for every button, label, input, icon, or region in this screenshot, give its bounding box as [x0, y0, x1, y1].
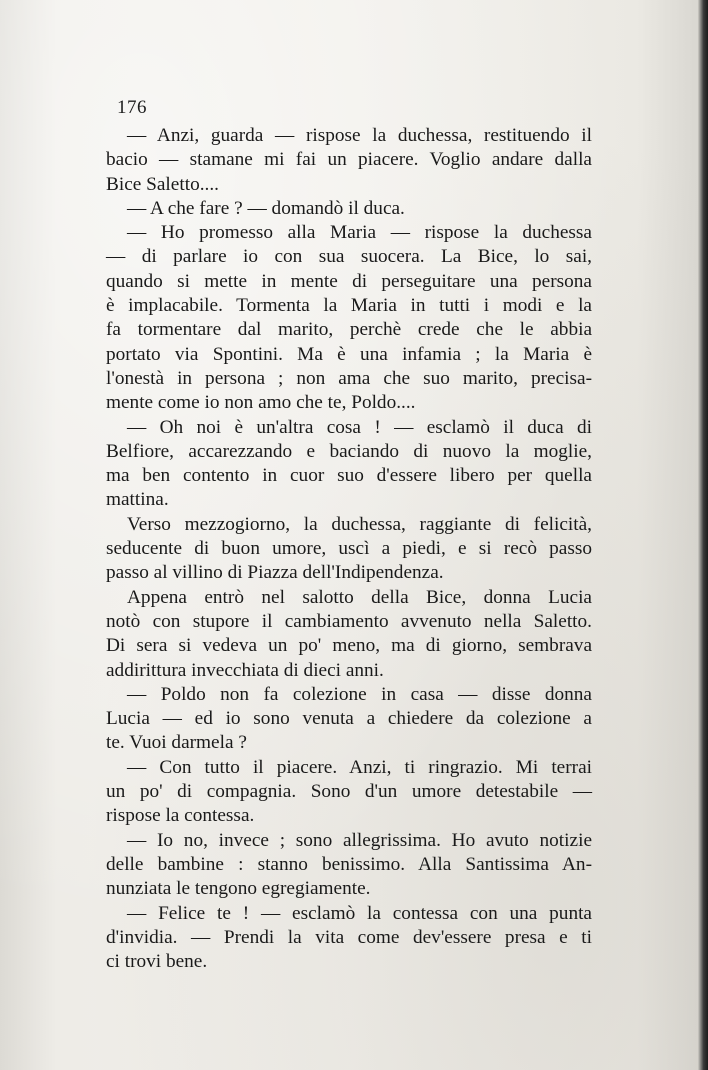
text-line: rispose la contessa. — [106, 805, 255, 827]
text-line: mattina. — [106, 489, 169, 511]
paragraph — [106, 902, 592, 975]
paragraph — [106, 586, 592, 683]
text-line: d'invidia. — Prendi la vita come dev'essere presa e ti — [106, 926, 592, 948]
paragraph — [106, 416, 592, 513]
text-line: ci trovi bene. — [106, 951, 208, 973]
text-line: te. Vuoi darmela ? — [106, 732, 247, 754]
text-line: fa tormentare dal marito, perchè crede che le abbia — [106, 319, 592, 341]
paragraph — [106, 221, 592, 415]
paragraph — [106, 756, 592, 829]
text-line: l'onestà in persona ; non ama che suo marito, precisa- — [106, 367, 592, 389]
paragraph — [106, 197, 592, 221]
text-line: bacio — stamane mi fai un piacere. Voglio andare dalla — [106, 149, 592, 171]
paragraph — [106, 683, 592, 756]
text-line: è implacabile. Tormenta la Maria in tutti i modi e la — [106, 295, 592, 317]
text-line: — Poldo non fa colezione in casa — disse donna — [127, 683, 592, 705]
text-line: — Io no, invece ; sono allegrissima. Ho avuto notizie — [127, 829, 592, 851]
text-line: — A che fare ? — domandò il duca. — [127, 197, 405, 219]
text-line: — Anzi, guarda — rispose la duchessa, restituendo il — [127, 125, 592, 146]
page-text — [106, 124, 592, 974]
text-line: — di parlare io con sua suocera. La Bice, lo sai, — [106, 246, 592, 268]
page-binding-edge — [698, 0, 708, 1070]
text-line: ma ben contento in cuor suo d'essere libero per quella — [106, 465, 592, 487]
text-line: notò con stupore il cambiamento avvenuto nella Saletto. — [106, 610, 592, 632]
text-line: addirittura invecchiata di dieci anni. — [106, 659, 384, 681]
text-line: quando si mette in mente di perseguitare una persona — [106, 270, 592, 292]
text-line: passo al villino di Piazza dell'Indipendenza. — [106, 562, 444, 584]
page-number: 176 — [117, 97, 147, 118]
text-line: mente come io non amo che te, Poldo.... — [106, 392, 416, 414]
text-line: un po' di compagnia. Sono d'un umore detestabile — — [106, 781, 592, 803]
text-line: Verso mezzogiorno, la duchessa, raggiante di felicità, — [127, 513, 592, 535]
text-line: Belfiore, accarezzando e baciando di nuovo la moglie, — [106, 440, 592, 462]
text-line: nunziata le tengono egregiamente. — [106, 878, 371, 900]
paragraph — [106, 829, 592, 902]
paragraph — [106, 513, 592, 586]
text-line: Appena entrò nel salotto della Bice, donna Lucia — [127, 586, 592, 608]
text-line: delle bambine : stanno benissimo. Alla Santissima An- — [106, 853, 592, 875]
paragraph — [106, 124, 592, 197]
text-line: portato via Spontini. Ma è una infamia ; la Maria è — [106, 343, 592, 365]
text-line: — Felice te ! — esclamò la contessa con una punta — [127, 902, 592, 924]
text-line: Lucia — ed io sono venuta a chiedere da colezione a — [106, 708, 592, 730]
text-line: — Con tutto il piacere. Anzi, ti ringrazio. Mi terrai — [127, 756, 592, 778]
text-line: seducente di buon umore, uscì a piedi, e si recò passo — [106, 538, 592, 560]
text-line: — Oh noi è un'altra cosa ! — esclamò il duca di — [127, 416, 592, 438]
text-line: — Ho promesso alla Maria — rispose la duchessa — [127, 222, 592, 244]
text-line: Bice Saletto.... — [106, 173, 219, 195]
text-line: Di sera si vedeva un po' meno, ma di giorno, sembrava — [106, 635, 592, 657]
